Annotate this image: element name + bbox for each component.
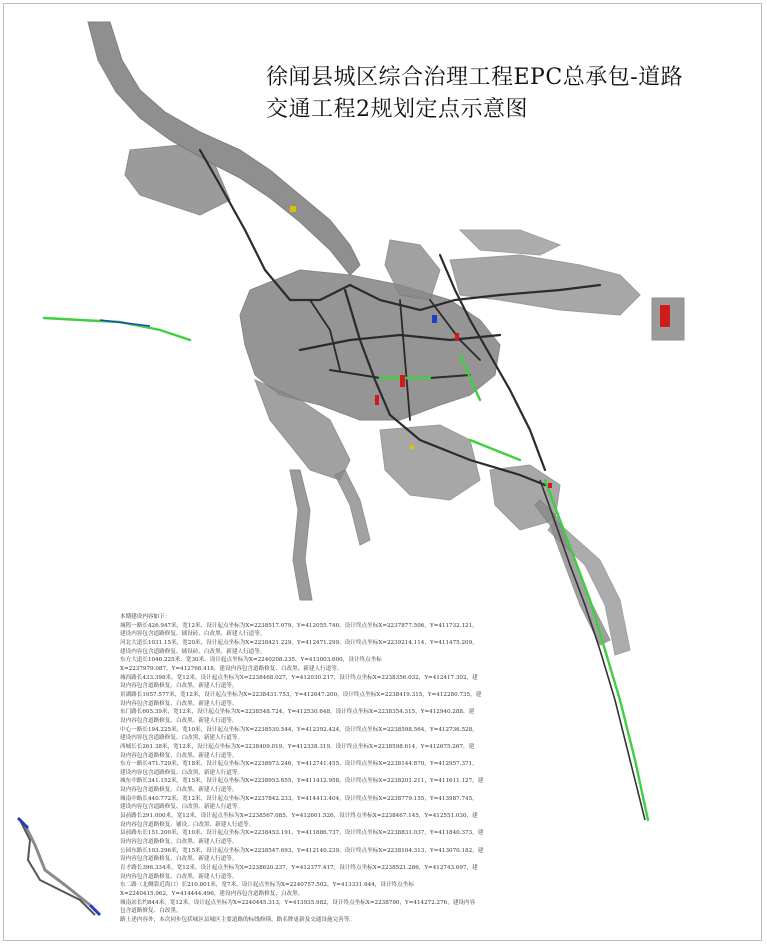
notes-line: 育才路长396.334米，宽12米，设计起点坐标为X=2238620.237，Y=412377.417，设计终点坐标X=2238521.286，Y=412743.697，建: [120, 865, 478, 872]
map-title-line-2: 交通工程2规划定点示意图: [266, 97, 528, 122]
notes-line: 设内容包含道路修复、白改黑、新建人行道等。: [120, 839, 238, 846]
notes-line: 西城长长261.38米，宽12米，设计起点坐标为X=2238409.019，Y=412338.319，设计终点坐标X=2238598.614，Y=412675.267，建: [120, 743, 475, 750]
notes-line: X=2240415.962，Y=414444.496，建设内容包含道路修复、白改黑。: [120, 891, 304, 897]
notes-line: 公园东路长103.296米，宽15米，设计起点坐标为X=2238547.693，Y=412140.239，设计终点坐标X=2238104.313，Y=413070.182，建: [120, 847, 484, 854]
notes-line: X=2237979.087，Y=412768.418，建设内容包含道路修复、白改黑、新建人行道等。: [120, 665, 343, 672]
notes-line: 设内容包含道路修复、白改黑、新建人行道等。: [120, 752, 238, 759]
notes-line: 建设内容包含道路修复、白改黑、新建人行道等。: [120, 804, 244, 811]
notes-line: 县前路东长151.200米，宽10米，设计起点坐标为X=2238453.191，Y=411886.737，设计终点坐标X=2238831.037，Y=411840.373，建: [120, 830, 484, 837]
notes-line: 建设内容包含道路修复、铺设砖、白改黑、新建人行道等。: [120, 648, 266, 655]
notes-line: 建设内容包含道路修复、白改黑、新建人行道等。: [120, 769, 244, 776]
notes-line: 设内容包含道路修复、铺设、白改黑、新建人行道等。: [120, 821, 255, 828]
map-title-line-1: 徐闻县城区综合治理工程EPC总承包-道路: [266, 65, 684, 90]
construction-notes: [120, 613, 630, 925]
notes-line: 建设内容包含道路修复、铺设砖、白改黑、新建人行道等。: [120, 631, 266, 638]
notes-line: 东二路（北侧靠近海口）长210.801米，宽7米，设计起点坐标为X=2240757.502，Y=413331.644，设计终点坐标: [120, 882, 414, 889]
notes-line: 建设内容包含道路修复、白改黑、新建人行道等。: [120, 735, 244, 742]
notes-line: 设内容包含道路修复、白改黑、新建人行道等。: [120, 873, 238, 880]
notes-line: 包含道路修复、白改黑。: [120, 908, 182, 915]
notes-line: 城东中路长341.152米，宽15米，设计起点坐标为X=2238953.655，Y=411412.958，设计终点坐标X=2238201.211，Y=411611.127，建: [120, 778, 484, 785]
notes-line: 设内容包含道路修复、白改黑、新建人行道等。: [120, 787, 238, 794]
notes-line: 城南中路长440.772米，宽12米，设计起点坐标为X=2237842.233，Y=414413.404，设计终点坐标X=2238779.155，Y=413987.745，: [120, 795, 478, 802]
notes-line: 设内容包含道路修复、白改黑、新建人行道等。: [120, 717, 238, 724]
notes-line: 东门路长605.39米，宽12米，设计起点坐标为X=2238548.724，Y=412530.648，设计终点坐标X=2238354.315，Y=412940.288，建: [120, 709, 475, 716]
notes-line: 设内容包含道路修复、白改黑、新建人行道等。: [120, 700, 238, 707]
notes-line: 城南站长约844米，宽12米，设计起点坐标为X=2240445.313，Y=413935.982，设计终点坐标X=2238790，Y=414272.276，建设内容: [120, 899, 476, 906]
notes-line: 城隍一路长426.947米，宽12米，设计起点坐标为X=2238517.079，Y=412055.740，设计终点坐标X=2237877.506，Y=411732.121，: [120, 622, 478, 629]
notes-line: 景湖路长1057.577米，宽12米，设计起点坐标为X=2238431.753，Y=412647.200，设计终点坐标X=2238419.315，Y=412280.735，建: [120, 691, 482, 698]
notes-line: 路上述内容外，本次同步包括城区县城区主要道路的标线修缮、路名牌更新及交通设施完善等。: [120, 916, 355, 923]
notes-line: 河北大道长1031.15米，宽20米，设计起点坐标为X=2238421.229，Y=412471.299，设计终点坐标X=2239214.114，Y=411475.209，: [120, 639, 478, 646]
notes-heading: 本期建设内容如下：: [120, 614, 171, 620]
notes-line: 东方一路长471.729米，宽18米，设计起点坐标为X=2238973.246，Y=412741.455，设计终点坐标X=2238144.870，Y=412957.371，: [120, 761, 478, 768]
notes-line: 县前路长291.000米，宽12米，设计起点坐标为X=2238567.085，Y=412601.526，设计终点坐标X=2238467.145，Y=412551.030，建: [120, 813, 478, 820]
notes-line: 东方大道长1046.225米，宽30米，设计起点坐标为X=2240208.235，Y=413003.600，设计终点坐标: [120, 657, 382, 664]
notes-line: 城西路长433.398米，宽12米，设计起点坐标为X=2238468.027，Y=412030.217，设计终点坐标X=2238356.032，Y=412417.302，建: [120, 674, 478, 681]
notes-line: 中心一路长194.225米，宽10米，设计起点坐标为X=2238530.544，Y=412392.424，设计终点坐标X=2238598.564，Y=412736.528，: [120, 726, 478, 733]
location-inset-map: [18, 818, 100, 915]
notes-line: 设内容包含道路修复、白改黑、新建人行道等。: [120, 856, 238, 863]
notes-line: 设内容包含道路修复、白改黑、新建人行道等。: [120, 683, 238, 690]
